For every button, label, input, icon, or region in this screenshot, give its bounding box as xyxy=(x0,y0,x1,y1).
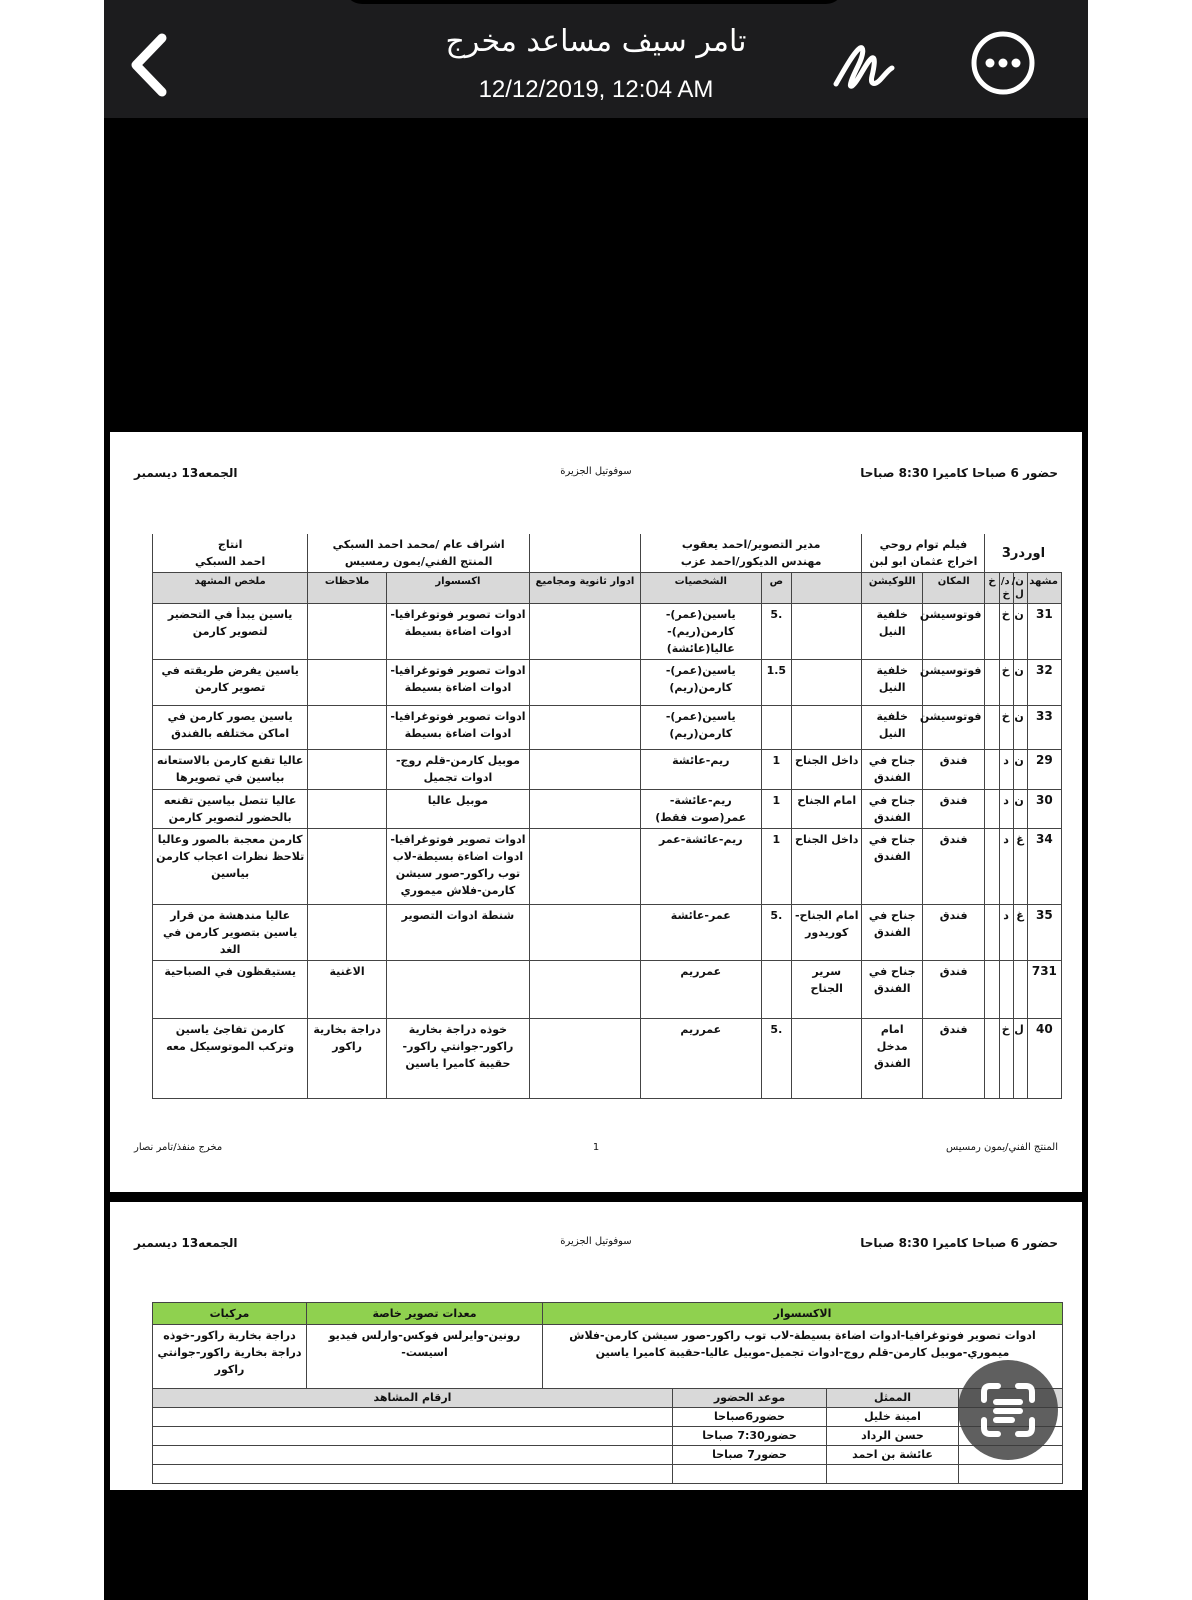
col-sub xyxy=(791,573,862,604)
bottom-toolbar xyxy=(104,1490,1088,1600)
empty-top-cell xyxy=(529,534,640,573)
table-row: 32 ن خ فوتوسيشن خلفية النيل 1.5 ياسين(عمر)-كارمن(ريم) ادوات تصوير فوتوغرافيا-ادوات اضاءة بسيطة ياسين يفرض طريقته في تصوير كارمن xyxy=(153,660,1062,706)
table-row: 40 ل خ فندق امام مدخل الفندق .5 عمرريم خوذه دراجة بخارية راكور-جوانتي راكور-حقيبة كاميرا ياسين دراجة بخارية راكور كارمن تفاجئ ياسين وتركب الموتوسيكل معه xyxy=(153,1019,1062,1099)
col-summary: ملخص المشهد xyxy=(153,573,308,604)
supervisor-info: اشراف عام /محمد احمد السبكي المنتج الفني/يمون رمسيس xyxy=(308,534,530,573)
camera-equipment-list: رونين-وايرلس فوكس-وارلس فيديو اسيست- xyxy=(307,1325,543,1389)
more-options-button[interactable] xyxy=(970,30,1036,96)
producer-info: انتاج احمد السبكي xyxy=(153,534,308,573)
chat-title: تامر سيف مساعد مخرج xyxy=(445,24,747,59)
markup-pen-icon xyxy=(830,40,900,96)
markup-button[interactable] xyxy=(830,40,900,96)
page-header-right: حضور 6 صباحا كاميرا 8:30 صباحا xyxy=(860,466,1058,480)
device-notch xyxy=(344,0,844,4)
props-header: الاكسسوار xyxy=(543,1303,1063,1325)
equipment-table xyxy=(152,1302,1063,1389)
table-row: 33 ن خ فوتوسيشن خلفية النيل ياسين(عمر)-كارمن(ريم) ادوات تصوير فوتوغرافيا-ادوات اضاءة بسيطة ياسين يصور كارمن في اماكن مختلفه بالفندق xyxy=(153,706,1062,750)
props-list: ادوات تصوير فوتوغرافيا-ادوات اضاءة بسيطة-لاب توب راكور-صور سيشن كارمن-فلاش ميموري-موبيل كارمن-قلم روج-ادوات تجميل-موبيل عاليا-حقيبة كاميرا ياسين xyxy=(543,1325,1063,1389)
col-location: اللوكيشن xyxy=(862,573,922,604)
col-place: المكان xyxy=(922,573,984,604)
col-extras: ادوار ثانوية ومجاميع xyxy=(529,573,640,604)
col-dk: د/خ xyxy=(999,573,1013,604)
crew-info: مدير التصوير/احمد يعقوب مهندس الديكور/احمد عزب xyxy=(640,534,862,573)
schedule-header-row xyxy=(153,573,1062,604)
document-page-1 xyxy=(110,432,1082,1192)
col-pages: ص xyxy=(761,573,791,604)
page-footer-right: المنتج الفني/يمون رمسيس xyxy=(945,1142,1058,1153)
cast-actor-header: الممثل xyxy=(827,1389,959,1408)
col-characters: الشخصيات xyxy=(640,573,761,604)
col-props: اكسسوار xyxy=(386,573,529,604)
table-row xyxy=(153,1465,1063,1484)
live-text-icon xyxy=(958,1360,1058,1460)
table-row: 35 غ د فندق جناح في الفندق امام الجناح-كوريدور .5 عمر-عائشة شنطة ادوات التصوير عاليا مندهشة من قرار ياسين بتصوير كارمن في الغد xyxy=(153,905,1062,961)
schedule-table xyxy=(152,534,1062,1099)
page2-header-left: الجمعه13 ديسمبر xyxy=(134,1236,238,1250)
cast-time-header: موعد الحضور xyxy=(673,1389,827,1408)
table-row: 731 فندق جناح في الفندق سرير الجناح عمرريم الاغنية يستيقظون في الصباحية xyxy=(153,961,1062,1019)
table-row: حسن الرداد حضور7:30 صباحا xyxy=(153,1427,1063,1446)
live-text-button[interactable] xyxy=(958,1360,1058,1460)
vehicles-header: مركبات xyxy=(153,1303,307,1325)
page2-header-center: سوفوتيل الجزيرة xyxy=(560,1236,632,1247)
page-footer-left: مخرج منفذ/تامر نصار xyxy=(134,1142,223,1153)
more-options-icon xyxy=(970,30,1036,96)
schedule-top-row xyxy=(153,534,1062,573)
table-row: عائشة بن احمد حضور7 صباحا xyxy=(153,1446,1063,1465)
cast-call-table xyxy=(152,1388,1063,1484)
top-navigation-bar xyxy=(104,0,1088,118)
col-scene: مشهد xyxy=(1027,573,1061,604)
table-row: 29 ن د فندق جناح في الفندق داخل الجناح 1 ريم-عائشة موبيل كارمن-قلم روج-ادوات تجميل عاليا تقنع كارمن بالاستعانه بياسين في تصويرها xyxy=(153,750,1062,790)
camera-equipment-header: معدات تصوير خاصة xyxy=(307,1303,543,1325)
photo-viewer-screen xyxy=(104,0,1088,1600)
message-timestamp: 12/12/2019, 12:04 AM xyxy=(478,76,714,103)
table-row: امينة خليل حضور6صباحا xyxy=(153,1408,1063,1427)
col-notes: ملاحظات xyxy=(308,573,387,604)
col-k: خ xyxy=(985,573,999,604)
table-row: 34 غ د فندق جناح في الفندق داخل الجناح 1 ريم-عائشة-عمر ادوات تصوير فوتوغرافيا-ادوات اضاءة بسيطة-لاب توب راكور-صور سيشن كارمن-فلاش ميموري كارمن معجبة بالصور وعاليا تلاحظ نظرات اعجاب كارمن بياسين xyxy=(153,829,1062,905)
page-header-left: الجمعه13 ديسمبر xyxy=(134,466,238,480)
table-row: 31 ن خ فوتوسيشن خلفية النيل .5 ياسين(عمر)-كارمن(ريم)-عاليا(عائشة) ادوات تصوير فوتوغرافيا-ادوات اضاءة بسيطة ياسين يبدأ في التحضير لتصوير كارمن xyxy=(153,604,1062,660)
page2-header-right: حضور 6 صباحا كاميرا 8:30 صباحا xyxy=(860,1236,1058,1250)
page-number: 1 xyxy=(592,1142,600,1153)
cast-scenes-header: ارقام المشاهد xyxy=(153,1389,673,1408)
vehicles-list: دراجة بخارية راكور-خوذه دراجة بخارية راكور-جوانتي راكور xyxy=(153,1325,307,1389)
order-number: اوردر3 xyxy=(985,534,1062,573)
table-row: 30 ن د فندق جناح في الفندق امام الجناح 1 ريم-عائشة-عمر(صوت فقط) موبيل عاليا عاليا تتصل بياسين تقنعه بالحضور لتصوير كارمن xyxy=(153,790,1062,829)
page-header-center: سوفوتيل الجزيرة xyxy=(560,466,632,477)
col-nl: ن/ل xyxy=(1013,573,1027,604)
film-info: فيلم توام روحي اخراج عثمان ابو لبن xyxy=(862,534,985,573)
document-page-2 xyxy=(110,1202,1082,1492)
